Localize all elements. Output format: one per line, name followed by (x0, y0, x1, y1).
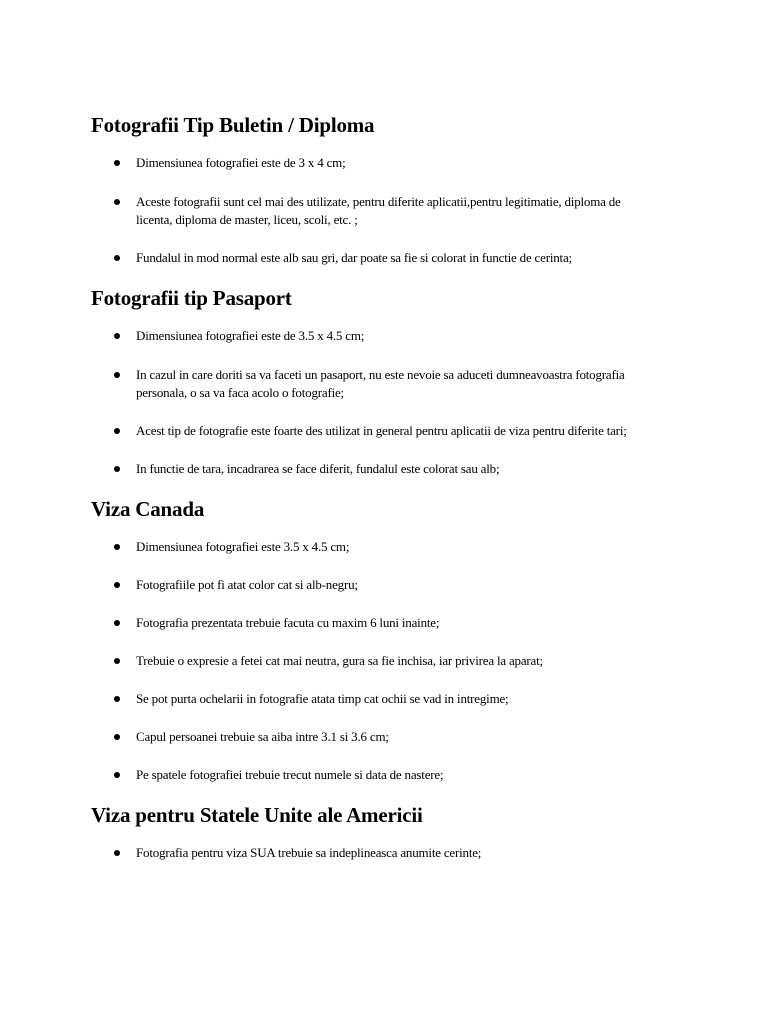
bullet-icon (114, 199, 120, 205)
bullet-icon (114, 772, 120, 778)
bullet-list-pasaport (91, 327, 728, 478)
list-item-text: Dimensiunea fotografiei este de 3.5 x 4.5 cm; (136, 328, 365, 343)
list-item-text: Dimensiunea fotografiei este 3.5 x 4.5 cm; (136, 539, 350, 554)
bullet-icon (114, 734, 120, 740)
list-item-text: Capul persoanei trebuie sa aiba intre 3.1 si 3.6 cm; (136, 729, 389, 744)
list-item-text: Pe spatele fotografiei trebuie trecut numele si data de nastere; (136, 767, 444, 782)
bullet-list-viza-sua (91, 844, 728, 862)
bullet-icon (114, 255, 120, 261)
list-item (91, 844, 636, 862)
section-heading-viza-sua: Viza pentru Statele Unite ale Americii (91, 803, 423, 827)
section-heading-pasaport: Fotografii tip Pasaport (91, 286, 292, 310)
list-item-text: Acest tip de fotografie este foarte des utilizat in general pentru aplicatii de viza pentru diferite tari; (136, 423, 627, 438)
list-item-text: In functie de tara, incadrarea se face diferit, fundalul este colorat sau alb; (136, 461, 500, 476)
bullet-icon (114, 428, 120, 434)
list-item-text: Fotografiile pot fi atat color cat si alb-negru; (136, 577, 358, 592)
bullet-icon (114, 544, 120, 550)
list-item-text: In cazul in care doriti sa va faceti un pasaport, nu este nevoie sa aduceti dumneavoastra fotografia personala, o sa va faca acolo o fotografie; (136, 367, 625, 400)
list-item-text: Fotografia prezentata trebuie facuta cu maxim 6 luni inainte; (136, 615, 440, 630)
list-item-text: Se pot purta ochelarii in fotografie atata timp cat ochii se vad in intregime; (136, 691, 509, 706)
list-item-text: Trebuie o expresie a fetei cat mai neutra, gura sa fie inchisa, iar privirea la aparat; (136, 653, 543, 668)
list-item (91, 460, 636, 478)
list-item (91, 366, 636, 402)
list-item (91, 193, 636, 229)
bullet-list-viza-canada (91, 538, 728, 784)
bullet-icon (114, 696, 120, 702)
list-item (91, 154, 636, 172)
section-heading-viza-canada: Viza Canada (91, 497, 205, 521)
bullet-icon (114, 466, 120, 472)
bullet-icon (114, 620, 120, 626)
list-item-text: Aceste fotografii sunt cel mai des utilizate, pentru diferite aplicatii,pentru legitimatie, diploma de licenta, diploma de master, liceu, scoli, etc. ; (136, 194, 621, 227)
list-item (91, 327, 636, 345)
list-item (91, 614, 636, 632)
bullet-icon (114, 160, 120, 166)
bullet-icon (114, 658, 120, 664)
list-item (91, 576, 636, 594)
section-heading-buletin: Fotografii Tip Buletin / Diploma (91, 113, 375, 137)
bullet-icon (114, 582, 120, 588)
list-item (91, 538, 636, 556)
bullet-list-buletin (91, 154, 728, 267)
list-item-text: Dimensiunea fotografiei este de 3 x 4 cm; (136, 155, 346, 170)
list-item (91, 249, 636, 267)
list-item (91, 766, 636, 784)
list-item (91, 652, 636, 670)
bullet-icon (114, 372, 120, 378)
list-item-text: Fotografia pentru viza SUA trebuie sa indeplineasca anumite cerinte; (136, 845, 482, 860)
list-item (91, 728, 636, 746)
bullet-icon (114, 850, 120, 856)
bullet-icon (114, 333, 120, 339)
list-item (91, 690, 636, 708)
list-item-text: Fundalul in mod normal este alb sau gri, dar poate sa fie si colorat in functie de cerinta; (136, 250, 572, 265)
list-item (91, 422, 636, 440)
